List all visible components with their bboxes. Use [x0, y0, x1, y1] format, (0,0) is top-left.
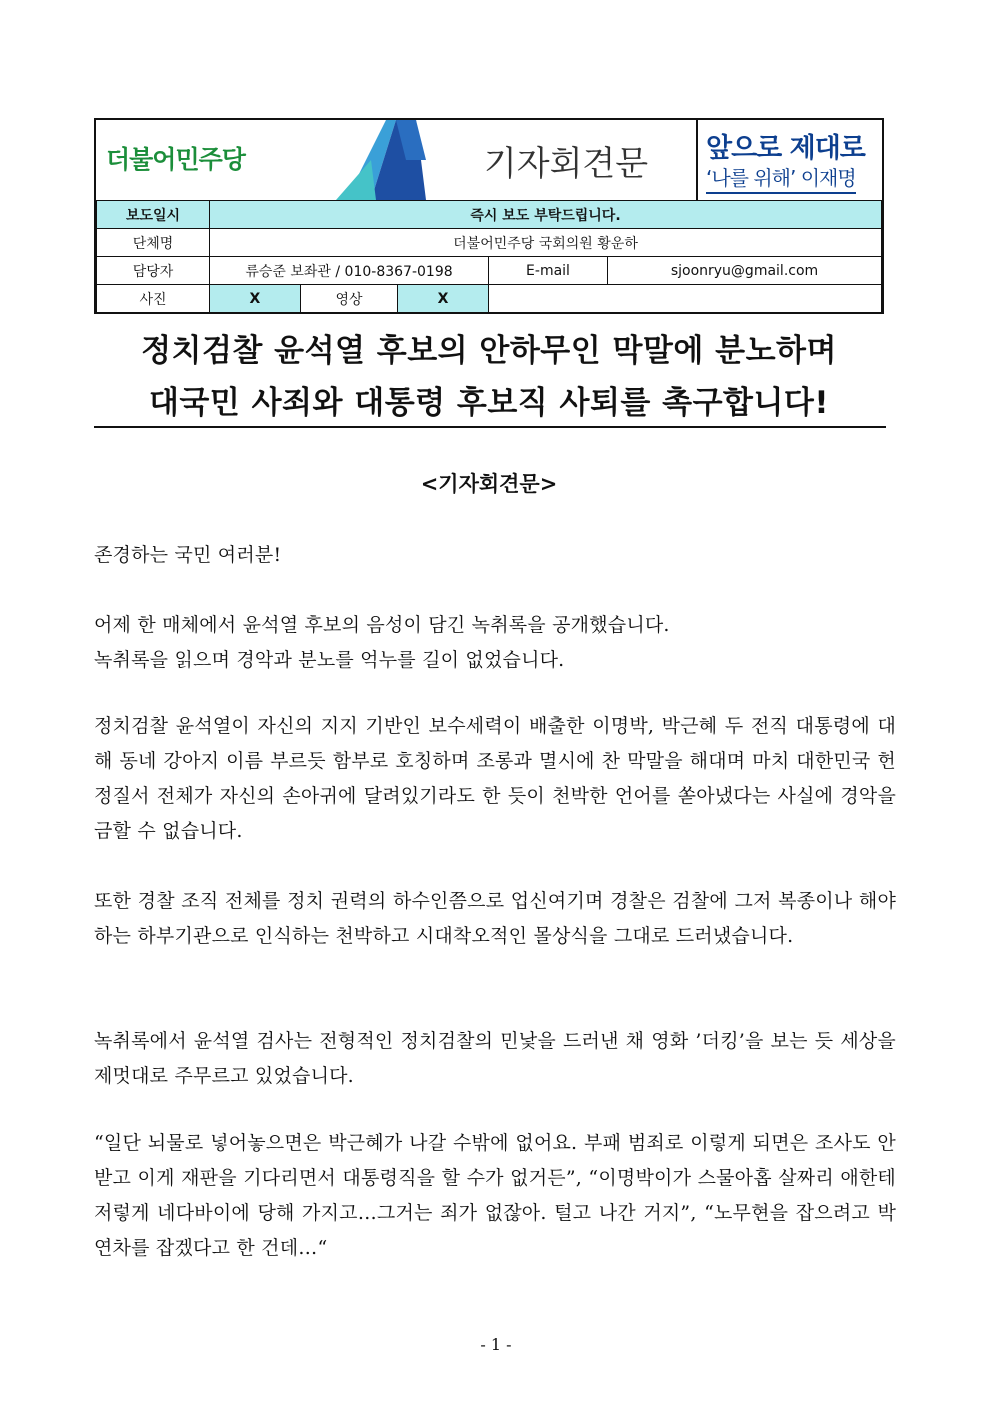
- video-label: 영상: [300, 285, 397, 313]
- video-value: X: [398, 285, 489, 313]
- party-emblem-icon: [276, 120, 436, 200]
- paragraph-1a: 어제 한 매체에서 윤석열 후보의 음성이 담긴 녹취록을 공개했습니다.: [94, 614, 670, 636]
- page-number: - 1 -: [480, 1335, 512, 1354]
- release-value: 즉시 보도 부탁드립니다.: [210, 201, 882, 229]
- release-info-table: [96, 200, 882, 313]
- title-line-1: 정치검찰 윤석열 후보의 안하무인 막말에 분노하며: [141, 333, 837, 369]
- slogan-sub: ‘나를 위해’ 이재명: [706, 162, 856, 194]
- party-logo: [96, 120, 434, 200]
- subheading: <기자회견문>: [420, 471, 558, 496]
- release-label: 보도일시: [97, 201, 210, 229]
- paragraph-greeting: 존경하는 국민 여러분!: [94, 544, 282, 566]
- media-empty: [489, 285, 882, 313]
- org-label: 단체명: [97, 229, 210, 257]
- contact-value: 류승준 보좌관 / 010-8367-0198: [210, 257, 489, 285]
- party-name: 더불어민주당: [106, 145, 245, 174]
- paragraph-4: 녹취록에서 윤석열 검사는 전형적인 정치검찰의 민낯을 드러낸 채 영화 ’더킹’을 보는 듯 세상을 제멋대로 주무르고 있었습니다.: [94, 1030, 896, 1087]
- media-row: [97, 285, 882, 313]
- press-release-header: [94, 118, 884, 314]
- email-value: sjoonryu@gmail.com: [608, 257, 882, 285]
- contact-label: 담당자: [97, 257, 210, 285]
- title-divider: [94, 426, 886, 428]
- page-title: [94, 325, 884, 429]
- header-top-row: [96, 120, 882, 202]
- paragraph-2: 정치검찰 윤석열이 자신의 지지 기반인 보수세력이 배출한 이명박, 박근혜 두 전직 대통령에 대해 동네 강아지 이름 부르듯 함부로 호칭하며 조롱과 멸시에 찬 막말을 해대며 마치 대한민국 헌정질서 전체가 자신의 손아귀에 달려있기라도 한 듯이 천박한 언어를 쏟아냈다는 사실에 경악을 금할 수 없습니다.: [94, 715, 896, 842]
- title-line-2: 대국민 사죄와 대통령 후보직 사퇴를 촉구합니다!: [148, 385, 830, 421]
- email-label: E-mail: [489, 257, 608, 285]
- org-row: [97, 229, 882, 257]
- photo-value: X: [210, 285, 301, 313]
- paragraph-3: 또한 경찰 조직 전체를 정치 권력의 하수인쯤으로 업신여기며 경찰은 검찰에 그저 복종이나 해야하는 하부기관으로 인식하는 천박하고 시대착오적인 몰상식을 그대로 드러냈습니다.: [94, 890, 896, 947]
- slogan-main: 앞으로 제대로: [706, 133, 865, 164]
- photo-label: 사진: [97, 285, 210, 313]
- org-value: 더불어민주당 국회의원 황운하: [210, 229, 882, 257]
- paragraph-quote: “일단 뇌물로 넣어놓으면은 박근혜가 나갈 수밖에 없어요. 부패 범죄로 이렇게 되면은 조사도 안 받고 이게 재판을 기다리면서 대통령직을 할 수가 없거든”, “이명박이가 스물아홉 살짜리 애한테 저렇게 네다바이에 당해 가지고…그거는 죄가 없잖아. 털고 나간 거지”, “노무현을 잡으려고 박연차를 잡겠다고 한 건데…“: [94, 1132, 896, 1259]
- release-row: [97, 201, 882, 229]
- contact-row: [97, 257, 882, 285]
- document-type: 기자회견문: [483, 144, 649, 184]
- campaign-slogan: [696, 120, 884, 200]
- paragraph-1b: 녹취록을 읽으며 경악과 분노를 억누를 길이 없었습니다.: [94, 649, 565, 671]
